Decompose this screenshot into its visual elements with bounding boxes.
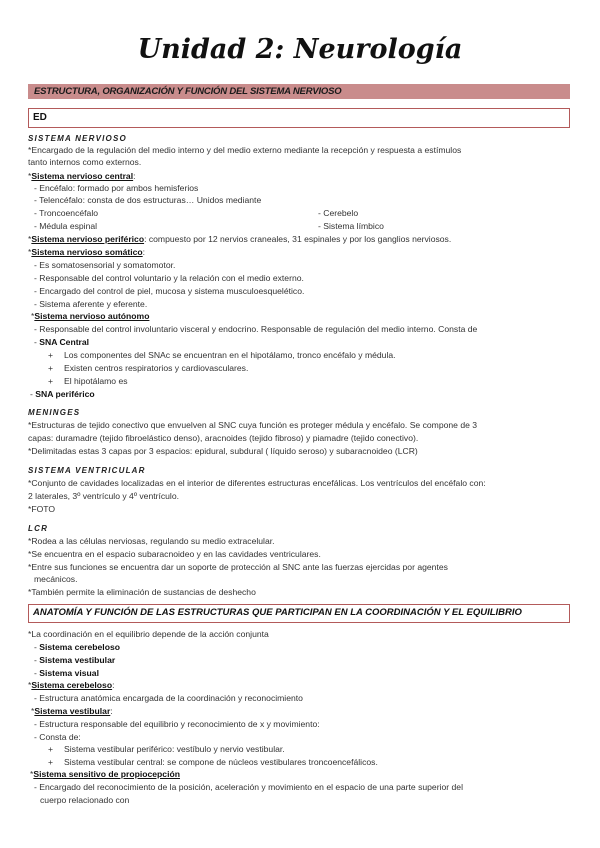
list-item: - Consta de: — [34, 732, 81, 742]
system-label: Sistema cerebeloso — [39, 642, 120, 652]
list-item-text: Existen centros respiratorios y cardiovasculares. — [64, 363, 249, 373]
sna-label: Sistema nervioso autónomo — [34, 311, 150, 321]
list-item: - Sistema límbico — [318, 221, 384, 231]
list-item: - Responsable del control involuntario visceral y endocrino. Responsable de regulación del medio interno. Consta de — [34, 324, 478, 334]
colon: : — [110, 706, 113, 716]
section-header-nervous-system: ESTRUCTURA, ORGANIZACIÓN Y FUNCIÓN DEL SISTEMA NERVIOSO — [28, 84, 570, 99]
list-item: - Responsable del control voluntario y la relación con el medio externo. — [34, 273, 304, 283]
sc-heading-line — [28, 680, 573, 691]
plus-bullet: + — [48, 363, 54, 373]
list-item — [48, 757, 593, 768]
text-line: 2 laterales, 3º ventrículo y 4º ventrículo. — [28, 491, 180, 501]
dash: - — [34, 668, 40, 678]
sna-peripheral-label: SNA periférico — [35, 389, 95, 399]
ssp-heading-line — [30, 769, 575, 780]
system-label: Sistema visual — [39, 668, 99, 678]
snp-text: : compuesto por 12 nervios craneales, 31 espinales y por los ganglios nerviosos. — [144, 234, 452, 244]
sv-label: Sistema vestibular — [34, 706, 111, 716]
asterisk: * — [28, 247, 32, 257]
list-item: - Estructura anatómica encargada de la coordinación y reconocimiento — [34, 693, 303, 703]
asterisk: * — [28, 680, 32, 690]
colon: : — [142, 247, 146, 257]
text-line: *También permite la eliminación de sustancias de deshecho — [28, 587, 256, 597]
list-item-text: Sistema vestibular periférico: vestíbulo y nervio vestibular. — [64, 744, 285, 754]
list-item — [34, 655, 579, 666]
list-item — [48, 376, 593, 387]
text-line: *Se encuentra en el espacio subaracnoideo y en las cavidades ventriculares. — [28, 549, 321, 559]
list-item: - Estructura responsable del equilibrio y reconocimiento de x y movimiento: — [34, 719, 320, 729]
text-line: *La coordinación en el equilibrio depende de la acción conjunta — [28, 629, 269, 639]
sns-heading-line — [28, 247, 573, 258]
list-item: - Encéfalo: formado por ambos hemisferios — [34, 183, 199, 193]
asterisk: * — [30, 769, 34, 779]
heading-sistema-ventricular: SISTEMA VENTRICULAR — [28, 466, 146, 475]
asterisk: * — [28, 171, 32, 181]
sna-heading-line — [31, 311, 576, 322]
list-item: - Es somatosensorial y somatomotor. — [34, 260, 176, 270]
dash: - — [34, 655, 40, 665]
list-item-text: Los componentes del SNAc se encuentran en el hipotálamo, tronco encéfalo y médula. — [64, 350, 396, 360]
plus-bullet: + — [48, 757, 54, 767]
text-line: *Rodea a las células nerviosas, regulando su medio extracelular. — [28, 536, 275, 546]
plus-bullet: + — [48, 376, 54, 386]
text-line: *Delimitadas estas 3 capas por 3 espacios: epidural, subdural ( líquido seroso) y subaracnoideo (LCR) — [28, 446, 418, 456]
text-line: capas: duramadre (tejido fibroelástico denso), aracnoides (tejido fibroso) y piamadre (tejido conectivo). — [28, 433, 419, 443]
heading-meninges: MENINGES — [28, 408, 81, 417]
asterisk: * — [31, 706, 35, 716]
sc-label: Sistema cerebeloso — [31, 680, 113, 690]
text-line: *Estructuras de tejido conectivo que envuelven al SNC cuya función es proteger médula y encéfalo. Se compone de 3 — [28, 420, 478, 430]
sna-central-label: SNA Central — [39, 337, 90, 347]
text-line: *Conjunto de cavidades localizadas en el interior de diferentes estructuras encefálicas. Los ventrículos del encéfalo con: — [28, 478, 486, 488]
snp-line — [28, 234, 573, 245]
text-line: *Entre sus funciones se encuentra dar un soporte de protección al SNC ante las fuerzas ejercidas por agentes — [28, 562, 448, 572]
sv-heading-line — [31, 706, 576, 717]
snp-label: Sistema nervioso periférico — [31, 234, 145, 244]
list-item: - Sistema aferente y eferente. — [34, 299, 148, 309]
list-item: - Encargado del reconocimiento de la posición, aceleración y movimiento en el espacio de una parte superior del — [34, 782, 463, 792]
list-item-text: Sistema vestibular central: se compone de núcleos vestibulares troncoencefálicos. — [64, 757, 378, 767]
list-item: - Encargado del control de piel, mucosa y sistema musculoesquelético. — [34, 286, 305, 296]
dash: - — [30, 389, 36, 399]
list-item: - Troncoencéfalo — [34, 208, 99, 218]
heading-lcr: LCR — [28, 524, 49, 533]
plus-bullet: + — [48, 744, 54, 754]
snc-label: Sistema nervioso central — [31, 171, 134, 181]
ssp-label: Sistema sensitivo de propiocepción — [33, 769, 180, 779]
list-item — [48, 363, 593, 374]
dash: - — [34, 642, 40, 652]
colon: : — [112, 680, 115, 690]
heading-sistema-nervioso: SISTEMA NERVIOSO — [28, 134, 127, 143]
asterisk: * — [31, 311, 35, 321]
list-item: cuerpo relacionado con — [40, 795, 130, 805]
plus-bullet: + — [48, 350, 54, 360]
page-title: Unidad 2: Neurología — [137, 34, 463, 65]
list-item: - Médula espinal — [34, 221, 98, 231]
list-item — [34, 668, 579, 679]
snc-heading-line — [28, 171, 573, 182]
dash: - — [34, 337, 40, 347]
text-line: tanto internos como externos. — [28, 157, 142, 167]
text-line: mecánicos. — [34, 574, 78, 584]
text-line: *Encargado de la regulación del medio interno y del medio externo mediante la recepción y respuesta a estímulos — [28, 145, 462, 155]
list-item: - Cerebelo — [318, 208, 359, 218]
text-line: *FOTO — [28, 504, 56, 514]
sna-peripheral-line — [30, 389, 575, 400]
sns-label: Sistema nervioso somático — [31, 247, 143, 257]
colon: : — [133, 171, 136, 181]
list-item — [48, 350, 593, 361]
list-item — [48, 744, 593, 755]
sna-central-line — [34, 337, 579, 348]
asterisk: * — [28, 234, 32, 244]
system-label: Sistema vestibular — [39, 655, 116, 665]
list-item-text: El hipotálamo es — [64, 376, 128, 386]
section-subheader-ed: ED — [28, 108, 570, 128]
list-item — [34, 642, 579, 653]
list-item: - Telencéfalo: consta de dos estructuras… Unidos mediante — [34, 195, 262, 205]
section-header-coordination: ANATOMÍA Y FUNCIÓN DE LAS ESTRUCTURAS QUE PARTICIPAN EN LA COORDINACIÓN Y EL EQUILIBRIO — [28, 604, 570, 623]
